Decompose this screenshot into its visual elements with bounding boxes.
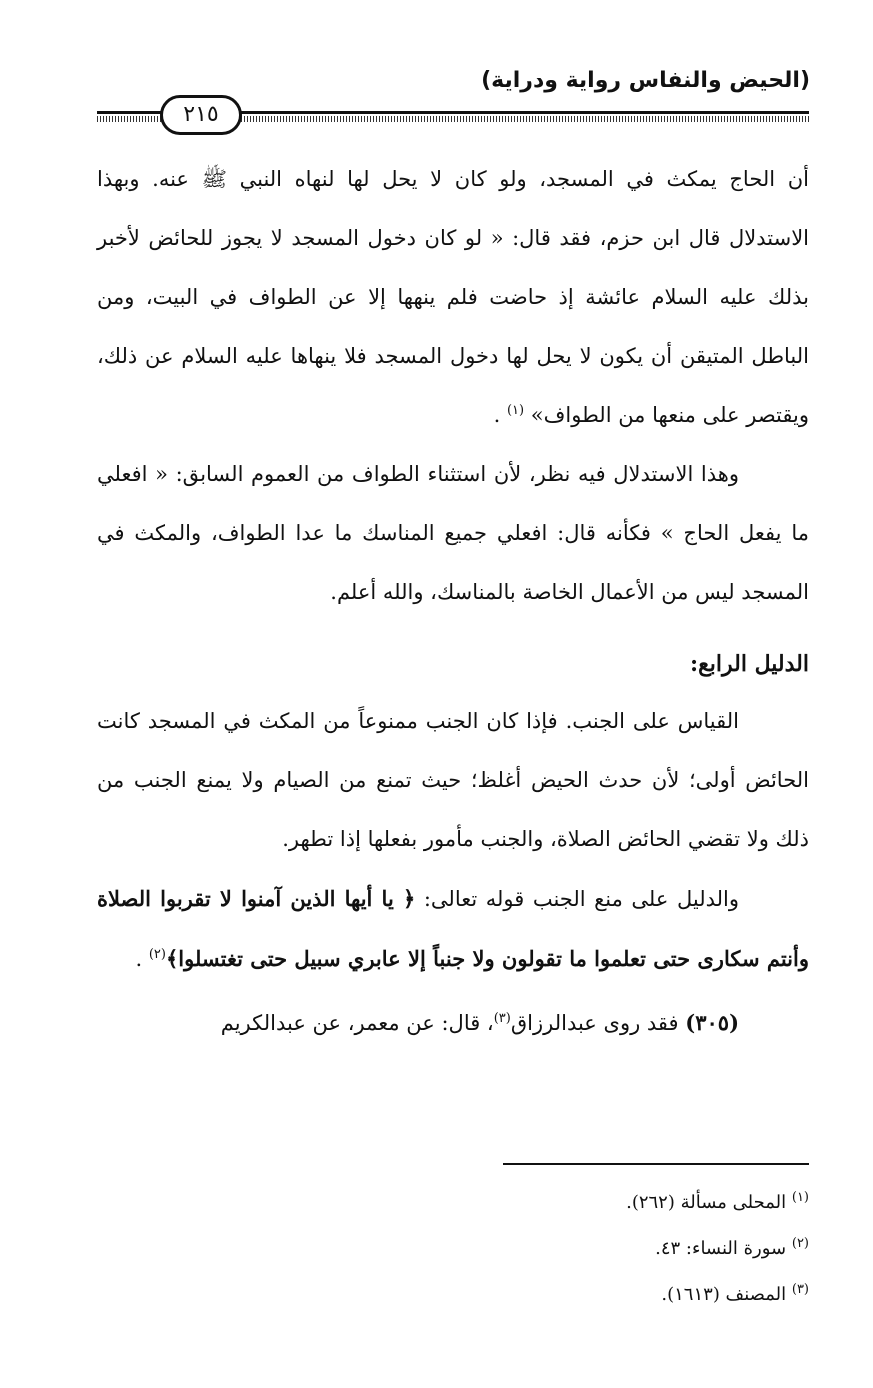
footnote-ref-3: (٣)	[493, 1011, 511, 1026]
running-title: (الحيض والنفاس رواية ودراية)	[481, 68, 810, 93]
paragraph-4-intro: والدليل على منع الجنب قوله تعالى:	[423, 887, 739, 911]
paragraph-4: والدليل على منع الجنب قوله تعالى: ﴿ يا أيها الذين آمنوا لا تقربوا الصلاة وأنتم سكارى حتى تعلموا ما تقولون ولا جنباً إلا عابري سبيل حتى تغتسلوا﴾$^{(٢)}$ .	[97, 886, 809, 971]
footnote-3	[289, 1272, 809, 1318]
paragraph-3: القياس على الجنب. فإذا كان الجنب ممنوعاً من المكث في المسجد كانت الحائض أولى؛ لأن حدث الحيض أغلظ؛ حيث تمنع من الصيام ولا يمنع الجنب من ذلك ولا تقضي الحائض الصلاة، والجنب مأمور بفعلها إذا تطهر.	[97, 709, 809, 851]
footnote-2-text: سورة النساء: ٤٣.	[655, 1238, 787, 1259]
footnote-2-marker: (٢)	[791, 1236, 809, 1251]
paragraph-5-text-a: فقد روى عبدالرزاق	[510, 1011, 679, 1035]
footnote-1	[289, 1180, 809, 1226]
footnote-3-marker: (٣)	[791, 1282, 809, 1297]
footnote-1-text: المحلى مسألة (٢٦٢).	[626, 1192, 787, 1213]
footnote-ref-2: (٢)	[148, 947, 166, 962]
paragraph-1-text: أن الحاج يمكث في المسجد، ولو كان لا يحل لها لنهاه النبي ﷺ عنه. وبهذا الاستدلال قال ابن حزم، فقد قال: « لو كان دخول المسجد لا يجوز للحائض لأخبر بذلك عليه السلام عائشة إذ حاضت فلم ينهها إلا عن الطواف في البيت، ومن الباطل المتيقن أن يكون لا يحل لها دخول المسجد فلا ينهاها عليه السلام عن ذلك، ويقتصر على منعها من الطواف»	[97, 167, 809, 427]
paragraph-5-text-b: ، قال: عن معمر، عن عبدالكريم	[220, 1011, 494, 1035]
quran-verse: ﴿ يا أيها الذين آمنوا لا تقربوا الصلاة وأنتم سكارى حتى تعلموا ما تقولون ولا جنباً إلا عابري سبيل حتى تغتسلوا﴾	[97, 886, 809, 971]
section-heading: الدليل الرابع:	[689, 651, 809, 677]
paragraph-2: وهذا الاستدلال فيه نظر، لأن استثناء الطواف من العموم السابق: « افعلي ما يفعل الحاج » فكأنه قال: افعلي جميع المناسك ما عدا الطواف، والمكث في المسجد ليس من الأعمال الخاصة بالمناسك، والله أعلم.	[97, 462, 809, 604]
footnote-2	[289, 1226, 809, 1272]
paragraph-5	[97, 993, 809, 1053]
page-number: ٢١٥	[160, 95, 242, 135]
paragraph-1: أن الحاج يمكث في المسجد، ولو كان لا يحل لها لنهاه النبي ﷺ عنه. وبهذا الاستدلال قال ابن حزم، فقد قال: « لو كان دخول المسجد لا يجوز للحائض لأخبر بذلك عليه السلام عائشة إذ حاضت فلم ينهها إلا عن الطواف في البيت، ومن الباطل المتيقن أن يكون لا يحل لها دخول المسجد فلا ينهاها عليه السلام عن ذلك، ويقتصر على منعها من الطواف» $^{(١)}$ .	[97, 167, 809, 427]
footnote-separator	[503, 1163, 809, 1165]
footnote-ref-1: (١)	[506, 403, 525, 418]
body-text	[97, 150, 809, 1053]
footnotes	[289, 1180, 809, 1318]
footnote-1-marker: (١)	[791, 1190, 809, 1205]
hadith-number: (٣٠٥)	[685, 1010, 739, 1035]
footnote-3-text: المصنف (١٦١٣).	[661, 1284, 787, 1305]
